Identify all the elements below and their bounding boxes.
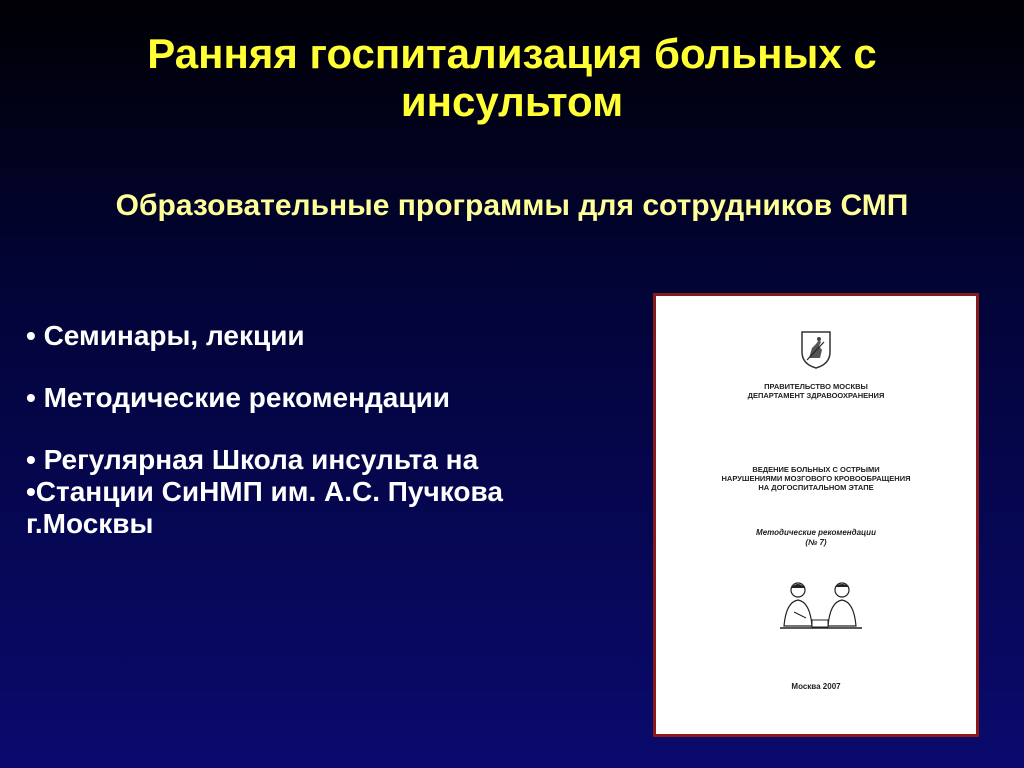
bullet-list bbox=[26, 320, 636, 540]
booklet-org-line: ДЕПАРТАМЕНТ ЗДРАВООХРАНЕНИЯ bbox=[747, 391, 885, 400]
moscow-coat-of-arms-icon bbox=[800, 330, 832, 370]
slide-title: Ранняя госпитализация больных с инсультом bbox=[147, 30, 877, 125]
booklet-title-line: НА ДОГОСПИТАЛЬНОМ ЭТАПЕ bbox=[758, 483, 874, 492]
booklet-doc-number: (№ 7) bbox=[805, 538, 827, 547]
booklet-org-line: ПРАВИТЕЛЬСТВО МОСКВЫ bbox=[764, 382, 868, 391]
doctors-illustration bbox=[776, 578, 866, 638]
booklet-title bbox=[656, 465, 976, 492]
booklet-title-line: НАРУШЕНИЯМИ МОЗГОВОГО КРОВООБРАЩЕНИЯ bbox=[721, 474, 911, 483]
slide-subtitle: Образовательные программы для сотрудников СМП bbox=[115, 189, 909, 222]
booklet-city-year: Москва 2007 bbox=[791, 682, 841, 691]
bullet-stroke-school: • Регулярная Школа инсульта на bbox=[26, 444, 479, 475]
booklet-doc-type bbox=[656, 528, 976, 548]
booklet-cover-image bbox=[653, 293, 979, 737]
bullet-seminars: • Семинары, лекции bbox=[26, 320, 305, 351]
bullet-guidelines: • Методические рекомендации bbox=[26, 382, 451, 413]
bullet-city: г.Москвы bbox=[26, 508, 154, 539]
booklet-doc-type-line: Методические рекомендации bbox=[756, 528, 876, 537]
booklet-organization bbox=[656, 382, 976, 400]
booklet-title-line: ВЕДЕНИЕ БОЛЬНЫХ С ОСТРЫМИ bbox=[752, 465, 880, 474]
bullet-station: •Станции СиНМП им. А.С. Пучкова bbox=[26, 476, 503, 507]
